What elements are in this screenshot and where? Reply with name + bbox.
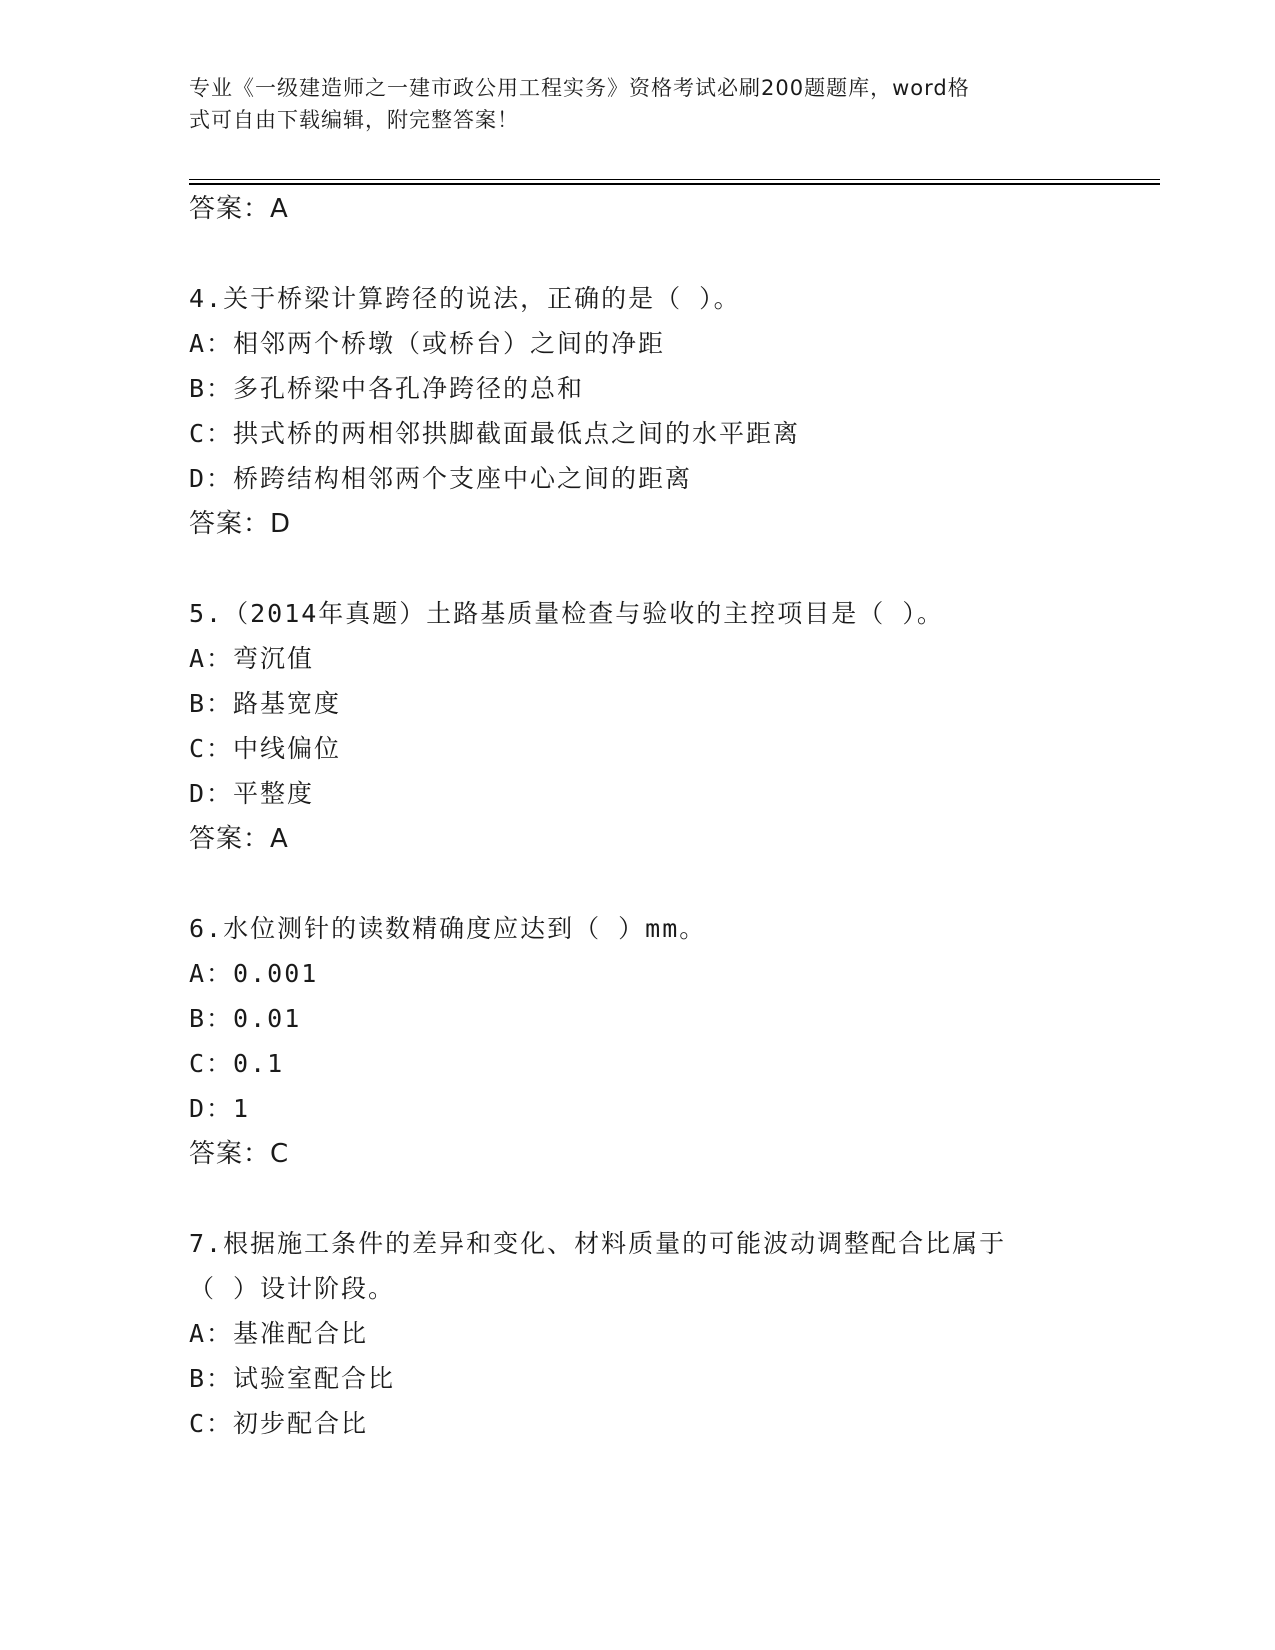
question-4-option-d: D：桥跨结构相邻两个支座中心之间的距离 <box>189 464 693 493</box>
question-5-stem: 5.（2014年真题）土路基质量检查与验收的主控项目是（ ）。 <box>189 599 944 628</box>
answer-5: 答案：A <box>189 824 289 854</box>
question-6-option-b: B：0.01 <box>189 1004 302 1033</box>
header-rule-thin <box>189 179 1160 180</box>
question-5-option-d: D：平整度 <box>189 779 315 808</box>
question-6-option-a: A：0.001 <box>189 959 319 988</box>
question-5-option-c: C：中线偏位 <box>189 734 342 763</box>
question-4-option-c: C：拱式桥的两相邻拱脚截面最低点之间的水平距离 <box>189 419 801 448</box>
question-7-option-b: B：试验室配合比 <box>189 1364 396 1393</box>
question-6-stem: 6.水位测针的读数精确度应达到（ ）mm。 <box>189 914 707 943</box>
header-line-2: 式可自由下载编辑，附完整答案！ <box>189 108 519 132</box>
header-rule-thick <box>189 183 1160 185</box>
question-6-option-d: D：1 <box>189 1094 251 1123</box>
question-7-option-c: C：初步配合比 <box>189 1409 369 1438</box>
question-7-stem-line-1: 7.根据施工条件的差异和变化、材料质量的可能波动调整配合比属于 <box>189 1229 1007 1258</box>
question-7-stem-line-2: （ ）设计阶段。 <box>189 1274 396 1303</box>
answer-6: 答案：C <box>189 1139 290 1169</box>
document-header <box>189 72 1069 136</box>
question-4-option-a: A：相邻两个桥墩（或桥台）之间的净距 <box>189 329 666 358</box>
question-5-option-b: B：路基宽度 <box>189 689 342 718</box>
answer-4: 答案：D <box>189 509 292 539</box>
question-5-option-a: A：弯沉值 <box>189 644 315 673</box>
question-4-stem: 4.关于桥梁计算跨径的说法，正确的是（ ）。 <box>189 284 741 313</box>
question-6-option-c: C：0.1 <box>189 1049 285 1078</box>
header-line-1: 专业《一级建造师之一建市政公用工程实务》资格考试必刷200题题库，word格 <box>189 76 970 100</box>
question-7-option-a: A：基准配合比 <box>189 1319 369 1348</box>
question-4-option-b: B：多孔桥梁中各孔净跨径的总和 <box>189 374 585 403</box>
answer-3: 答案：A <box>189 194 289 224</box>
